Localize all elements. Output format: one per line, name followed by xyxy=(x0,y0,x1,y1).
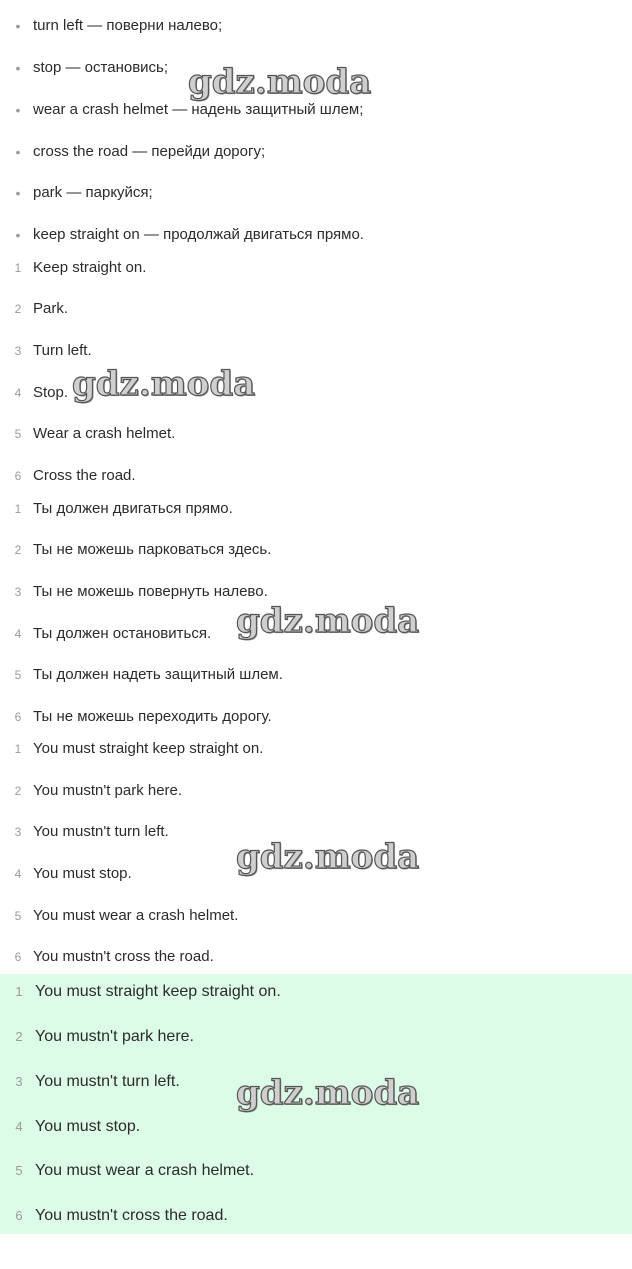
bullet-icon: • xyxy=(15,144,21,160)
list-number: 1 xyxy=(15,984,23,999)
list-number: 4 xyxy=(15,1119,23,1134)
list-item xyxy=(0,255,632,281)
list-item-text: Cross the road. xyxy=(33,467,136,484)
list-number: 6 xyxy=(14,469,22,483)
list-item-text: Wear a crash helmet. xyxy=(33,425,176,442)
bullet-icon: • xyxy=(15,185,21,201)
list-item xyxy=(0,180,632,206)
list-number: 1 xyxy=(14,261,22,275)
list-item-text: Keep straight on. xyxy=(33,259,147,276)
list-item xyxy=(0,1024,632,1050)
list-item xyxy=(0,296,632,322)
list-item-text: You must wear a crash helmet. xyxy=(33,907,239,924)
list-item xyxy=(0,496,632,522)
list-number: 5 xyxy=(15,1163,23,1178)
list-item xyxy=(0,979,632,1005)
list-item xyxy=(0,421,632,447)
list-item-text: wear a crash helmet — надень защитный шлем; xyxy=(33,101,364,118)
list-item-text: Ты не можешь парковаться здесь. xyxy=(33,541,272,558)
list-item xyxy=(0,662,632,688)
list-item-text: cross the road — перейди дорогу; xyxy=(33,143,266,160)
list-item-text: You must stop. xyxy=(35,1118,141,1135)
list-item xyxy=(0,944,632,970)
list-item xyxy=(0,222,632,248)
bullet-icon: • xyxy=(15,227,21,243)
list-item-text: You must stop. xyxy=(33,865,132,882)
list-number: 2 xyxy=(14,784,22,798)
list-number: 1 xyxy=(14,502,22,516)
bullet-icon: • xyxy=(15,60,21,76)
list-item-text: You mustn't park here. xyxy=(33,782,183,799)
watermark-logo: gdz.moda xyxy=(72,364,256,404)
list-item-text: Ты должен двигаться прямо. xyxy=(33,500,233,517)
list-item-text: park — паркуйся; xyxy=(33,184,153,201)
list-number: 5 xyxy=(14,909,22,923)
list-number: 5 xyxy=(14,427,22,441)
list-item-text: Ты не можешь повернуть налево. xyxy=(33,583,268,600)
watermark-logo: gdz.moda xyxy=(236,1073,420,1113)
list-item-text: Ты не можешь переходить дорогу. xyxy=(33,708,272,725)
list-item xyxy=(0,1203,632,1229)
list-item-text: Park. xyxy=(33,300,69,317)
list-item-text: Ты должен надеть защитный шлем. xyxy=(33,666,283,683)
list-number: 3 xyxy=(14,825,22,839)
list-number: 3 xyxy=(15,1074,23,1089)
list-number: 4 xyxy=(14,627,22,641)
list-number: 2 xyxy=(14,543,22,557)
list-item xyxy=(0,903,632,929)
list-number: 2 xyxy=(14,302,22,316)
list-item xyxy=(0,778,632,804)
list-item-text: turn left — поверни налево; xyxy=(33,17,223,34)
list-item-text: stop — остановись; xyxy=(33,59,169,76)
list-item xyxy=(0,1114,632,1140)
list-item-text: Stop. xyxy=(33,384,69,401)
list-number: 4 xyxy=(14,386,22,400)
list-item-text: You mustn't park here. xyxy=(35,1028,194,1045)
list-item-text: You mustn't turn left. xyxy=(35,1073,180,1090)
list-item-text: keep straight on — продолжай двигаться прямо. xyxy=(33,226,364,243)
list-item xyxy=(0,704,632,730)
list-item xyxy=(0,338,632,364)
list-number: 6 xyxy=(14,950,22,964)
list-item-text: You mustn't cross the road. xyxy=(33,948,214,965)
list-item xyxy=(0,139,632,165)
list-item xyxy=(0,537,632,563)
list-item-text: You must straight keep straight on. xyxy=(35,983,281,1000)
list-item-text: Ты должен остановиться. xyxy=(33,625,212,642)
list-item xyxy=(0,463,632,489)
list-number: 2 xyxy=(15,1029,23,1044)
list-item-text: You mustn't cross the road. xyxy=(35,1207,228,1224)
list-item-text: You mustn't turn left. xyxy=(33,823,169,840)
list-number: 6 xyxy=(14,710,22,724)
list-item xyxy=(0,13,632,39)
list-number: 1 xyxy=(14,742,22,756)
bullet-icon: • xyxy=(15,102,21,118)
list-number: 5 xyxy=(14,668,22,682)
list-item-text: You must straight keep straight on. xyxy=(33,740,264,757)
list-number: 3 xyxy=(14,344,22,358)
watermark-logo: gdz.moda xyxy=(236,837,420,877)
bullet-icon: • xyxy=(15,18,21,34)
list-number: 6 xyxy=(15,1208,23,1223)
watermark-logo: gdz.moda xyxy=(188,62,372,102)
list-item-text: You must wear a crash helmet. xyxy=(35,1162,255,1179)
list-item xyxy=(0,1158,632,1184)
list-number: 3 xyxy=(14,585,22,599)
list-number: 4 xyxy=(14,867,22,881)
list-item-text: Turn left. xyxy=(33,342,92,359)
list-item xyxy=(0,736,632,762)
watermark-logo: gdz.moda xyxy=(236,601,420,641)
